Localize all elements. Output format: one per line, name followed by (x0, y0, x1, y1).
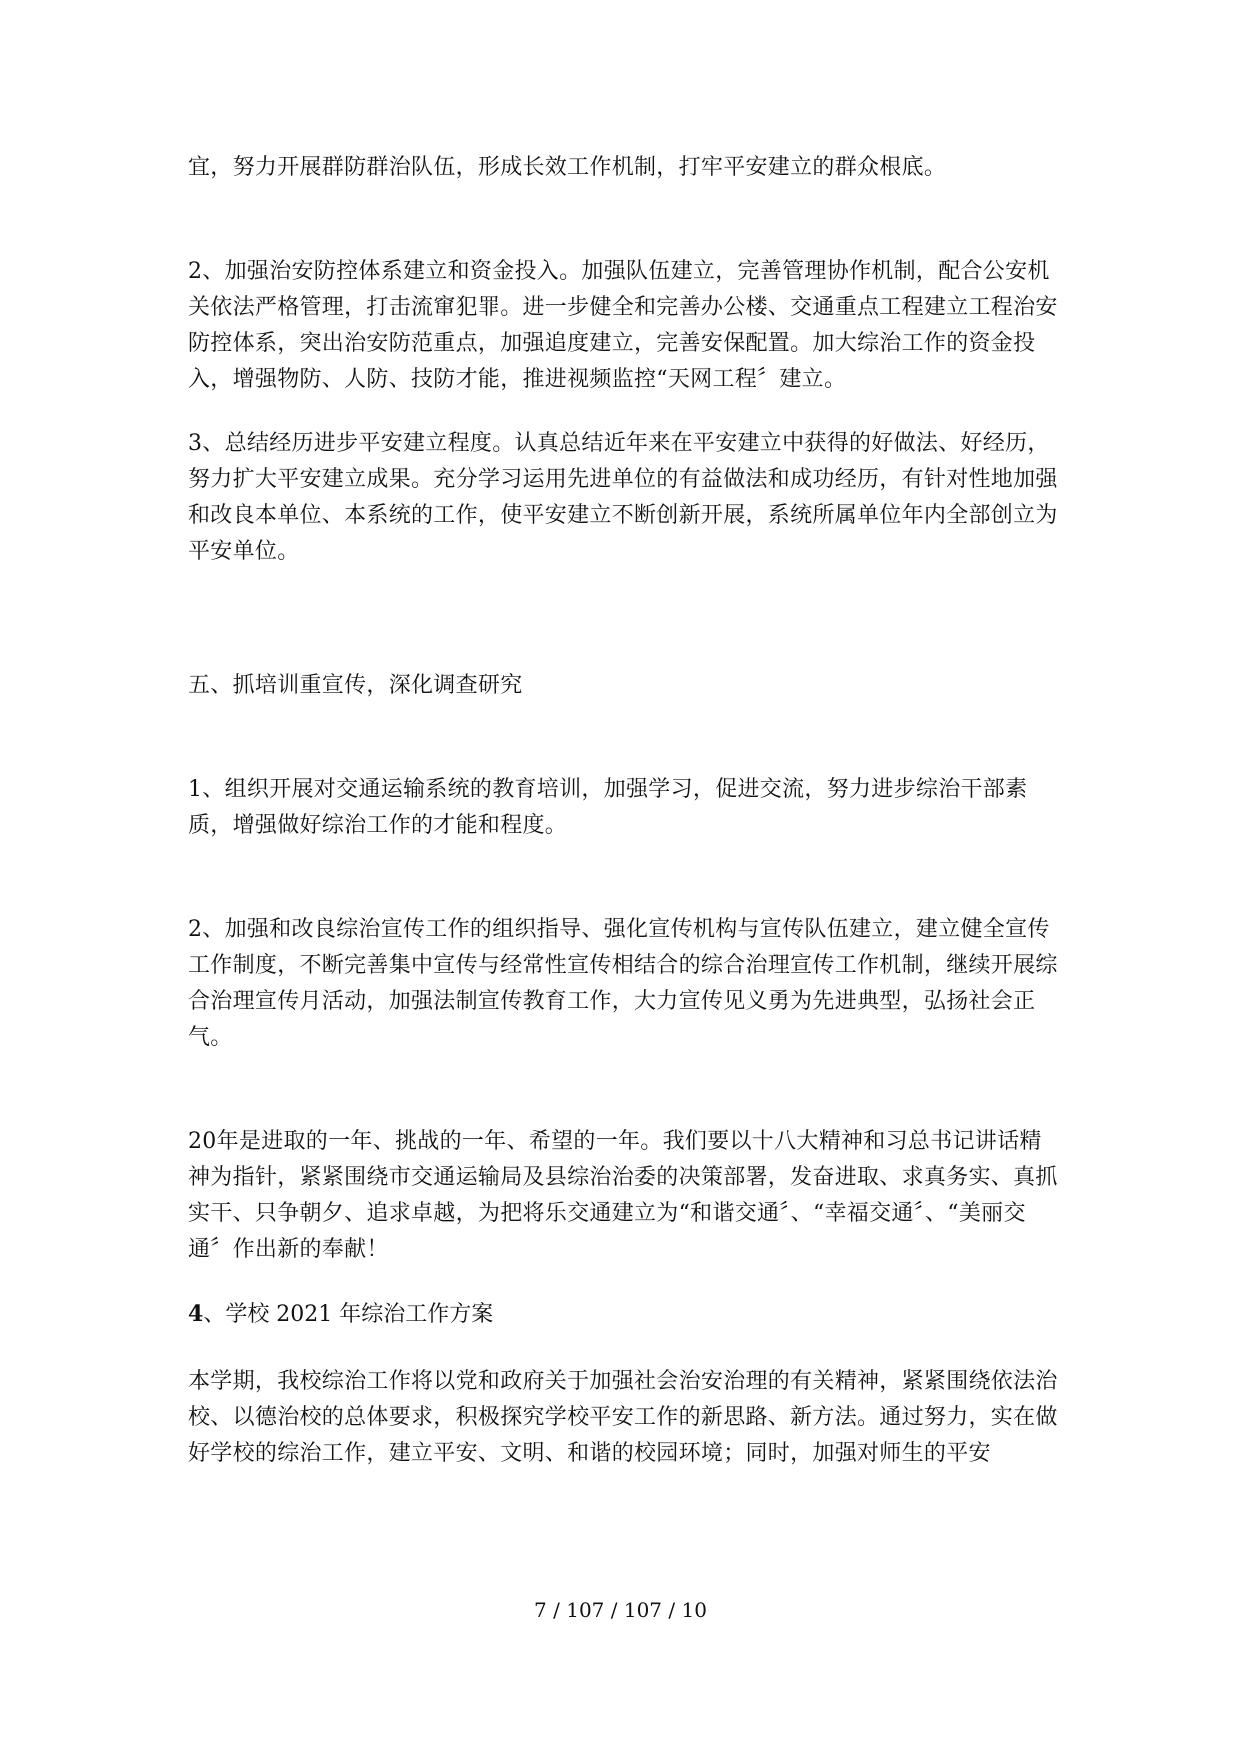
paragraph-6: 2、加强和改良综治宣传工作的组织指导、强化宣传机构与宣传队伍建立，建立健全宣传工作制度，不断完善集中宣传与经常性宣传相结合的综合治理宣传工作机制，继续开展综合治理宣传月活动，加强法制宣传教育工作，大力宣传见义勇为先进典型，弘扬社会正气。 (188, 917, 1058, 1050)
paragraph-2: 2、加强治安防控体系建立和资金投入。加强队伍建立，完善管理协作机制，配合公安机关依法严格管理，打击流窜犯罪。进一步健全和完善办公楼、交通重点工程建立工程治安防控体系，突出治安防范重点，加强追度建立，完善安保配置。加大综治工作的资金投入，增强物防、人防、技防才能，推进视频监控“天网工程〞建立。 (188, 259, 1058, 392)
section-heading-number: 4 (188, 1301, 204, 1327)
paragraph-7: 20年是进取的一年、挑战的一年、希望的一年。我们要以十八大精神和习总书记讲话精神为指针，紧紧围绕市交通运输局及县综治治委的决策部署，发奋进取、求真务实、真抓实干、只争朝夕、追求卓越，为把将乐交通建立为“和谐交通〞、“幸福交通〞、“美丽交通〞作出新的奉献！ (188, 1129, 1058, 1262)
paragraph-1: 宜，努力开展群防群治队伍，形成长效工作机制，打牢平安建立的群众根底。 (188, 155, 947, 180)
section-heading (188, 1296, 1058, 1333)
paragraph-9: 本学期，我校综治工作将以党和政府关于加强社会治安治理的有关精神，紧紧围绕依法治校、以德治校的总体要求，积极探究学校平安工作的新思路、新方法。通过努力，实在做好学校的综治工作，建立平安、文明、和谐的校园环境；同时，加强对师生的平安 (188, 1369, 1058, 1466)
page-number: 7 / 107 / 107 / 10 (534, 1598, 707, 1622)
section-heading-text: 、学校 2021 年综治工作方案 (203, 1302, 494, 1327)
section-title-5: 五、抓培训重宣传，深化调查研究 (188, 673, 523, 698)
paragraph-3: 3、总结经历进步平安建立程度。认真总结近年来在平安建立中获得的好做法、好经历，努力扩大平安建立成果。充分学习运用先进单位的有益做法和成功经历，有针对性地加强和改良本单位、本系统的工作，使平安建立不断创新开展，系统所属单位年内全部创立为平安单位。 (188, 431, 1058, 564)
paragraph-5: 1、组织开展对交通运输系统的教育培训，加强学习，促进交流，努力进步综治干部素质，增强做好综治工作的才能和程度。 (188, 777, 1028, 838)
